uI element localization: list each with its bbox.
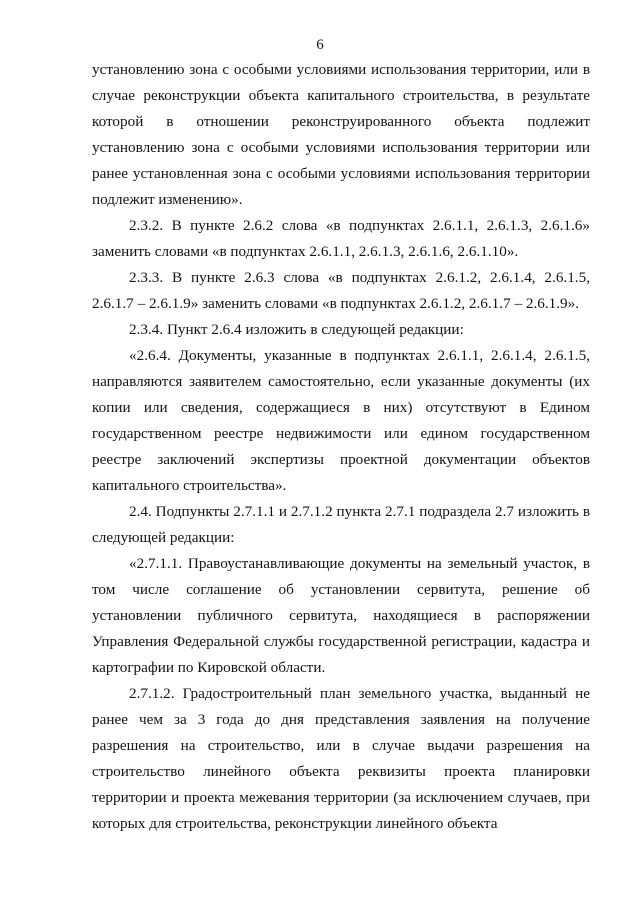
- page-number: 6: [316, 37, 324, 53]
- paragraph-2-3-2: 2.3.2. В пункте 2.6.2 слова «в подпунктах 2.6.1.1, 2.6.1.3, 2.6.1.6» заменить словами «в подпунктах 2.6.1.1, 2.6.1.3, 2.6.1.6, 2.6.1.10».: [92, 217, 590, 260]
- paragraph-2-7-1-2: 2.7.1.2. Градостроительный план земельного участка, выданный не ранее чем за 3 года до дня представления заявления на получение разрешения на строительство, или в случае выдачи разрешения на строительство линейного объекта реквизиты проекта планировки территории и проекта межевания территории (за исключением случаев, при которых для строительства, реконструкции линейного объекта: [92, 685, 590, 832]
- paragraph-zone-continuation: установлению зона с особыми условиями использования территории, или в случае реконструкции объекта капитального строительства, в результате которой в отношении реконструированного объекта подлежит установлению зона с особыми условиями использования территории или ранее установленная зона с особыми условиями использования территории подлежит изменению».: [92, 61, 590, 208]
- paragraph-2-7-1-1: «2.7.1.1. Правоустанавливающие документы на земельный участок, в том числе соглашение об установлении сервитута, решение об установлении публичного сервитута, находящиеся в распоряжении Управления Федеральной службы государственной регистрации, кадастра и картографии по Кировской области.: [92, 555, 590, 676]
- paragraph-2-6-4: «2.6.4. Документы, указанные в подпунктах 2.6.1.1, 2.6.1.4, 2.6.1.5, направляются заявителем самостоятельно, если указанные документы (их копии или сведения, содержащиеся в них) отсутствуют в Едином государственном реестре недвижимости или едином государственном реестре заключений экспертизы проектной документации объектов капитального строительства».: [92, 347, 590, 494]
- document-body: [92, 57, 590, 837]
- paragraph-2-4: 2.4. Подпункты 2.7.1.1 и 2.7.1.2 пункта 2.7.1 подраздела 2.7 изложить в следующей редакции:: [92, 503, 590, 546]
- paragraph-2-3-3: 2.3.3. В пункте 2.6.3 слова «в подпунктах 2.6.1.2, 2.6.1.4, 2.6.1.5, 2.6.1.7 – 2.6.1.9» заменить словами «в подпунктах 2.6.1.2, 2.6.1.7 – 2.6.1.9».: [92, 269, 590, 312]
- paragraph-2-3-4: 2.3.4. Пункт 2.6.4 изложить в следующей редакции:: [129, 321, 464, 338]
